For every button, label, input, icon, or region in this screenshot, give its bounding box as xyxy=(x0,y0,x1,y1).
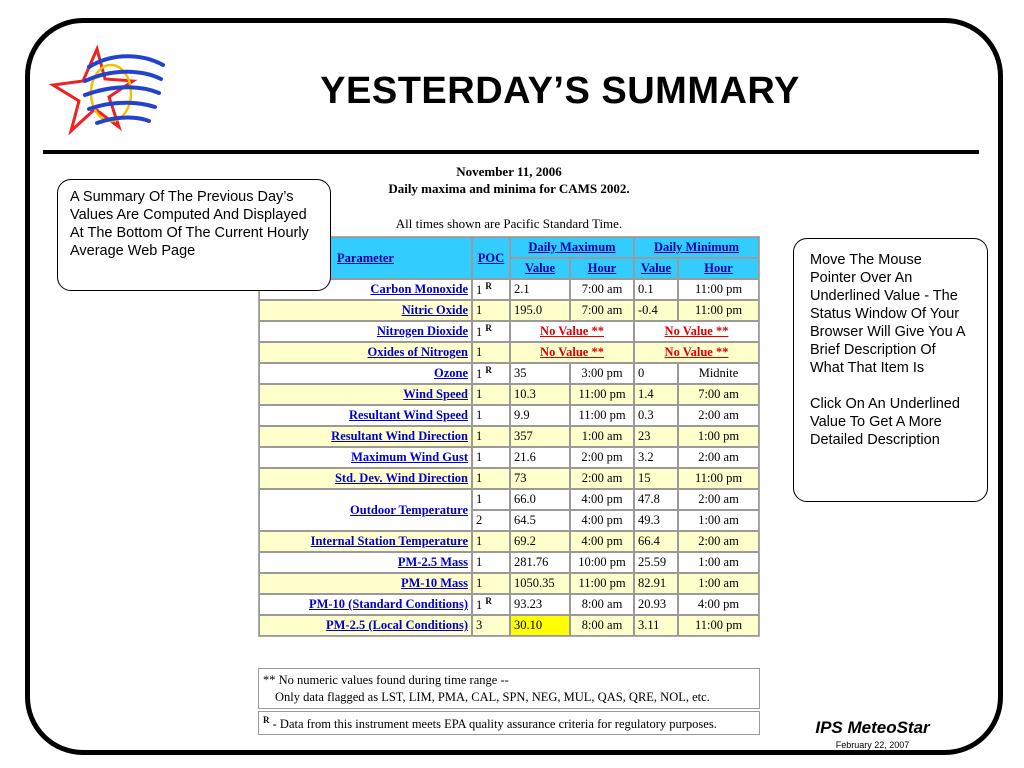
min-hour-cell: 11:00 pm xyxy=(678,279,759,300)
table-row xyxy=(259,594,759,615)
usage-callout-text-2: Click On An Underlined Value To Get A More Detailed Description xyxy=(810,396,960,448)
min-no-value-link[interactable]: No Value ** xyxy=(634,321,759,342)
table-row xyxy=(259,573,759,594)
regulatory-marker: R xyxy=(485,595,492,606)
min-no-value-link[interactable]: No Value ** xyxy=(634,342,759,363)
no-value-footnote-line2: Only data flagged as LST, LIM, PMA, CAL, SPN, NEG, MUL, QAS, QRE, NOL, etc. xyxy=(275,690,710,704)
table-row xyxy=(259,531,759,552)
max-value-cell: 66.0 xyxy=(510,489,570,510)
min-hour-cell: 7:00 am xyxy=(678,384,759,405)
poc-cell: 1 xyxy=(472,384,510,405)
min-value-cell: 3.2 xyxy=(634,447,678,468)
min-hour-cell: 11:00 pm xyxy=(678,468,759,489)
parameter-link[interactable]: PM-10 (Standard Conditions) xyxy=(259,594,472,615)
poc-cell: 1 $^R$ xyxy=(472,363,510,384)
table-row xyxy=(259,405,759,426)
table-row xyxy=(259,342,759,363)
max-hour-cell: 2:00 am xyxy=(570,468,634,489)
no-value-footnote-line1: ** No numeric values found during time range -- xyxy=(263,673,509,687)
table-row xyxy=(259,300,759,321)
min-value-cell: 49.3 xyxy=(634,510,678,531)
no-value-footnote xyxy=(258,668,760,709)
max-hour-cell: 2:00 pm xyxy=(570,447,634,468)
max-value-cell-highlighted: 30.10 xyxy=(510,615,570,636)
table-row xyxy=(259,363,759,384)
poc-cell: 1 xyxy=(472,405,510,426)
min-value-cell: 47.8 xyxy=(634,489,678,510)
min-value-cell: 82.91 xyxy=(634,573,678,594)
min-value-cell: -0.4 xyxy=(634,300,678,321)
parameter-link[interactable]: Maximum Wind Gust xyxy=(259,447,472,468)
min-value-cell: 0 xyxy=(634,363,678,384)
parameter-link[interactable]: Oxides of Nitrogen xyxy=(259,342,472,363)
max-hour-cell: 10:00 pm xyxy=(570,552,634,573)
max-hour-cell: 11:00 pm xyxy=(570,405,634,426)
brand-date: February 22, 2007 xyxy=(835,740,910,750)
summary-callout xyxy=(57,179,331,291)
regulatory-marker: R xyxy=(485,280,492,291)
daily-maximum-header[interactable]: Daily Maximum xyxy=(510,237,634,258)
poc-cell: 1 xyxy=(472,573,510,594)
parameter-header[interactable]: Parameter xyxy=(259,237,472,279)
table-row xyxy=(259,384,759,405)
parameter-link[interactable]: Std. Dev. Wind Direction xyxy=(259,468,472,489)
min-value-cell: 15 xyxy=(634,468,678,489)
min-hour-cell: 11:00 pm xyxy=(678,300,759,321)
parameter-link[interactable]: PM-2.5 (Local Conditions) xyxy=(259,615,472,636)
min-hour-cell: 4:00 pm xyxy=(678,594,759,615)
min-hour-cell: 2:00 am xyxy=(678,489,759,510)
table-row xyxy=(259,321,759,342)
max-value-cell: 21.6 xyxy=(510,447,570,468)
regulatory-footnote xyxy=(258,711,760,735)
poc-cell: 2 xyxy=(472,510,510,531)
slide-title: YESTERDAY’S SUMMARY xyxy=(320,70,800,112)
poc-cell: 1 $^R$ xyxy=(472,594,510,615)
max-hour-cell: 8:00 am xyxy=(570,594,634,615)
table-row xyxy=(259,552,759,573)
min-hour-cell: 1:00 am xyxy=(678,573,759,594)
min-value-cell: 0.1 xyxy=(634,279,678,300)
poc-cell: 1 $^R$ xyxy=(472,279,510,300)
max-value-cell: 73 xyxy=(510,468,570,489)
max-hour-cell: 8:00 am xyxy=(570,615,634,636)
table-row xyxy=(259,489,759,510)
max-hour-cell: 4:00 pm xyxy=(570,510,634,531)
parameter-link[interactable]: Resultant Wind Speed xyxy=(259,405,472,426)
parameter-link[interactable]: PM-2.5 Mass xyxy=(259,552,472,573)
regulatory-marker: R xyxy=(263,715,270,725)
poc-cell: 1 xyxy=(472,468,510,489)
table-row xyxy=(259,279,759,300)
parameter-link[interactable]: Wind Speed xyxy=(259,384,472,405)
min-value-cell: 0.3 xyxy=(634,405,678,426)
table-row xyxy=(259,615,759,636)
poc-cell: 1 xyxy=(472,552,510,573)
min-value-cell: 1.4 xyxy=(634,384,678,405)
min-hour-cell: 11:00 pm xyxy=(678,615,759,636)
poc-cell: 1 xyxy=(472,426,510,447)
max-value-cell: 281.76 xyxy=(510,552,570,573)
min-hour-cell: 2:00 am xyxy=(678,447,759,468)
min-value-header[interactable]: Value xyxy=(634,258,678,279)
parameter-link[interactable]: Nitric Oxide xyxy=(259,300,472,321)
min-hour-cell: 2:00 am xyxy=(678,531,759,552)
poc-cell: 1 xyxy=(472,342,510,363)
parameter-link[interactable]: Resultant Wind Direction xyxy=(259,426,472,447)
min-hour-header[interactable]: Hour xyxy=(678,258,759,279)
poc-cell: 1 xyxy=(472,447,510,468)
min-value-cell: 23 xyxy=(634,426,678,447)
parameter-link[interactable]: Outdoor Temperature xyxy=(259,489,472,531)
timezone-note: All times shown are Pacific Standard Time. xyxy=(395,216,623,231)
min-value-cell: 3.11 xyxy=(634,615,678,636)
max-value-cell: 357 xyxy=(510,426,570,447)
poc-cell: 1 xyxy=(472,531,510,552)
min-value-cell: 25.59 xyxy=(634,552,678,573)
regulatory-footnote-text: - Data from this instrument meets EPA quality assurance criteria for regulatory purposes. xyxy=(269,717,717,732)
max-hour-cell: 11:00 pm xyxy=(570,573,634,594)
max-value-cell: 35 xyxy=(510,363,570,384)
poc-cell: 3 xyxy=(472,615,510,636)
max-hour-header[interactable]: Hour xyxy=(570,258,634,279)
min-hour-cell: 1:00 pm xyxy=(678,426,759,447)
min-value-cell: 66.4 xyxy=(634,531,678,552)
parameter-link[interactable]: PM-10 Mass xyxy=(259,573,472,594)
poc-header[interactable]: POC xyxy=(472,237,510,279)
usage-callout-text-1: Move The Mouse Pointer Over An Underlined Value - The Status Window Of Your Browser Will Give You A Brief Description Of What That Item Is xyxy=(810,252,965,376)
usage-callout xyxy=(793,238,988,502)
parameter-link[interactable]: Nitrogen Dioxide xyxy=(259,321,472,342)
poc-cell: 1 xyxy=(472,300,510,321)
poc-cell: 1 $^R$ xyxy=(472,321,510,342)
ips-meteostar-logo xyxy=(45,45,165,145)
summary-callout-text: A Summary Of The Previous Day’s Values Are Computed And Displayed At The Bottom Of The Current Hourly Average Web Page xyxy=(70,189,309,259)
max-value-cell: 195.0 xyxy=(510,300,570,321)
min-hour-cell: 2:00 am xyxy=(678,405,759,426)
max-value-header[interactable]: Value xyxy=(510,258,570,279)
table-row xyxy=(259,447,759,468)
regulatory-marker: R xyxy=(485,322,492,333)
daily-minimum-header[interactable]: Daily Minimum xyxy=(634,237,759,258)
parameter-link[interactable]: Ozone xyxy=(259,363,472,384)
max-hour-cell: 1:00 am xyxy=(570,426,634,447)
poc-cell: 1 xyxy=(472,489,510,510)
max-value-cell: 10.3 xyxy=(510,384,570,405)
max-value-cell: 2.1 xyxy=(510,279,570,300)
max-value-cell: 1050.35 xyxy=(510,573,570,594)
min-hour-cell: 1:00 am xyxy=(678,552,759,573)
max-no-value-link[interactable]: No Value ** xyxy=(510,342,634,363)
max-value-cell: 9.9 xyxy=(510,405,570,426)
max-hour-cell: 7:00 am xyxy=(570,279,634,300)
max-value-cell: 93.23 xyxy=(510,594,570,615)
min-value-cell: 20.93 xyxy=(634,594,678,615)
regulatory-marker: R xyxy=(485,364,492,375)
max-value-cell: 69.2 xyxy=(510,531,570,552)
max-no-value-link[interactable]: No Value ** xyxy=(510,321,634,342)
report-date: November 11, 2006 xyxy=(456,164,562,179)
max-hour-cell: 11:00 pm xyxy=(570,384,634,405)
daily-summary-table xyxy=(258,236,760,637)
max-hour-cell: 3:00 pm xyxy=(570,363,634,384)
title-divider xyxy=(43,150,979,154)
report-subtitle: Daily maxima and minima for CAMS 2002. xyxy=(388,181,630,196)
min-hour-cell: 1:00 am xyxy=(678,510,759,531)
max-hour-cell: 4:00 pm xyxy=(570,531,634,552)
parameter-link[interactable]: Internal Station Temperature xyxy=(259,531,472,552)
max-hour-cell: 7:00 am xyxy=(570,300,634,321)
max-value-cell: 64.5 xyxy=(510,510,570,531)
max-hour-cell: 4:00 pm xyxy=(570,489,634,510)
min-hour-cell: Midnite xyxy=(678,363,759,384)
table-row xyxy=(259,426,759,447)
brand-name: IPS MeteoStar xyxy=(815,718,930,737)
table-row xyxy=(259,468,759,489)
parameter-link[interactable]: Carbon Monoxide xyxy=(259,279,472,300)
